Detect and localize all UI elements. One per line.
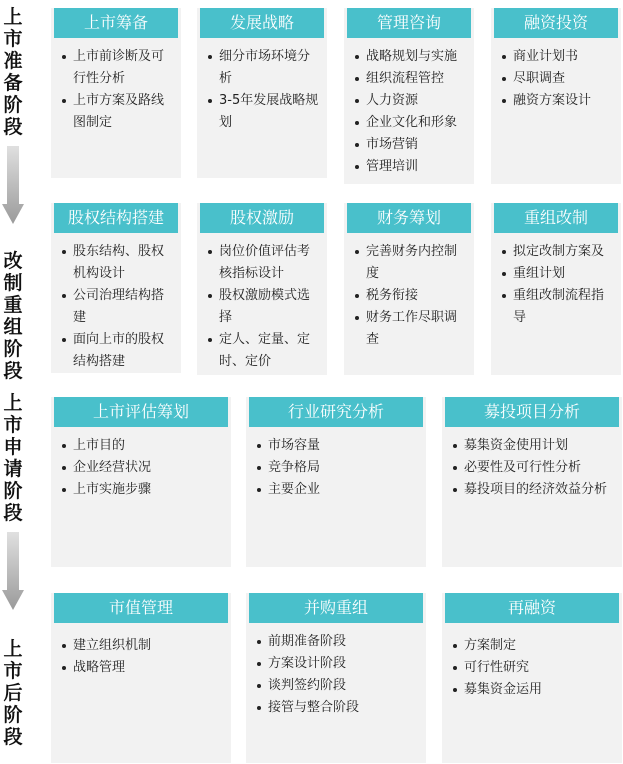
card-management-consulting [344, 8, 474, 184]
stage-label-post-listing: 上市后阶段 [3, 638, 23, 748]
card-market-value-management [51, 593, 231, 763]
card-title: 发展战略 [200, 8, 324, 38]
list-item: 组织流程管控 [354, 68, 468, 90]
list-item: 股东结构、股权机构设计 [61, 241, 175, 285]
card-title: 上市评估筹划 [54, 397, 228, 427]
card-financing-investment [491, 8, 621, 184]
list-item: 企业文化和形象 [354, 112, 468, 134]
card-title: 市值管理 [54, 593, 228, 623]
card-title: 财务筹划 [347, 203, 471, 233]
card-financial-planning [344, 203, 474, 375]
card-title: 募投项目分析 [445, 397, 619, 427]
list-item: 方案设计阶段 [256, 653, 420, 675]
list-item: 战略规划与实施 [354, 46, 468, 68]
list-item: 必要性及可行性分析 [452, 457, 616, 479]
list-item: 上市前诊断及可行性分析 [61, 46, 175, 90]
stage-label-restructuring: 改制重组阶段 [3, 250, 23, 382]
list-item: 尽职调查 [501, 68, 615, 90]
card-title: 行业研究分析 [249, 397, 423, 427]
list-item: 谈判签约阶段 [256, 675, 420, 697]
list-item: 上市实施步骤 [61, 479, 225, 501]
list-item: 管理培训 [354, 156, 468, 178]
card-restructuring [491, 203, 621, 375]
card-investment-project-analysis [442, 397, 622, 567]
list-item: 建立组织机制 [61, 635, 225, 657]
list-item: 面向上市的股权结构搭建 [61, 329, 175, 373]
list-item: 3-5年发展战略规划 [207, 90, 321, 134]
list-item: 上市方案及路线图制定 [61, 90, 175, 134]
list-item: 募集资金运用 [452, 679, 616, 701]
list-item: 主要企业 [256, 479, 420, 501]
list-item: 股权激励模式选择 [207, 285, 321, 329]
list-item: 接管与整合阶段 [256, 697, 420, 719]
list-item: 上市目的 [61, 435, 225, 457]
list-item: 募投项目的经济效益分析 [452, 479, 616, 501]
card-title: 管理咨询 [347, 8, 471, 38]
list-item: 税务衔接 [354, 285, 468, 307]
list-item: 融资方案设计 [501, 90, 615, 112]
list-item: 企业经营状况 [61, 457, 225, 479]
list-item: 募集资金使用计划 [452, 435, 616, 457]
list-item: 市场容量 [256, 435, 420, 457]
card-title: 再融资 [445, 593, 619, 623]
list-item: 战略管理 [61, 657, 225, 679]
card-merger-acquisition [246, 593, 426, 763]
list-item: 市场营销 [354, 134, 468, 156]
stage-label-application: 上市申请阶段 [3, 392, 23, 524]
card-title: 股权结构搭建 [54, 203, 178, 233]
list-item: 定人、定量、定时、定价 [207, 329, 321, 373]
list-item: 重组改制流程指导 [501, 285, 615, 329]
list-item: 公司治理结构搭建 [61, 285, 175, 329]
list-item: 细分市场环境分析 [207, 46, 321, 90]
list-item: 完善财务内控制度 [354, 241, 468, 285]
card-listing-preparation [51, 8, 181, 178]
list-item: 商业计划书 [501, 46, 615, 68]
list-item: 财务工作尽职调查 [354, 307, 468, 351]
list-item: 竞争格局 [256, 457, 420, 479]
card-development-strategy [197, 8, 327, 178]
list-item: 岗位价值评估考核指标设计 [207, 241, 321, 285]
card-listing-evaluation [51, 397, 231, 567]
card-title: 重组改制 [494, 203, 618, 233]
list-item: 方案制定 [452, 635, 616, 657]
card-equity-incentive [197, 203, 327, 375]
card-equity-structure [51, 203, 181, 373]
list-item: 重组计划 [501, 263, 615, 285]
card-title: 股权激励 [200, 203, 324, 233]
down-arrow-icon [2, 532, 24, 612]
list-item: 前期准备阶段 [256, 631, 420, 653]
card-title: 并购重组 [249, 593, 423, 623]
down-arrow-icon [2, 146, 24, 226]
card-title: 上市筹备 [54, 8, 178, 38]
card-title: 融资投资 [494, 8, 618, 38]
card-industry-research [246, 397, 426, 567]
list-item: 可行性研究 [452, 657, 616, 679]
list-item: 拟定改制方案及 [501, 241, 615, 263]
list-item: 人力资源 [354, 90, 468, 112]
stage-label-preparation: 上市准备阶段 [3, 6, 23, 138]
card-refinancing [442, 593, 622, 763]
